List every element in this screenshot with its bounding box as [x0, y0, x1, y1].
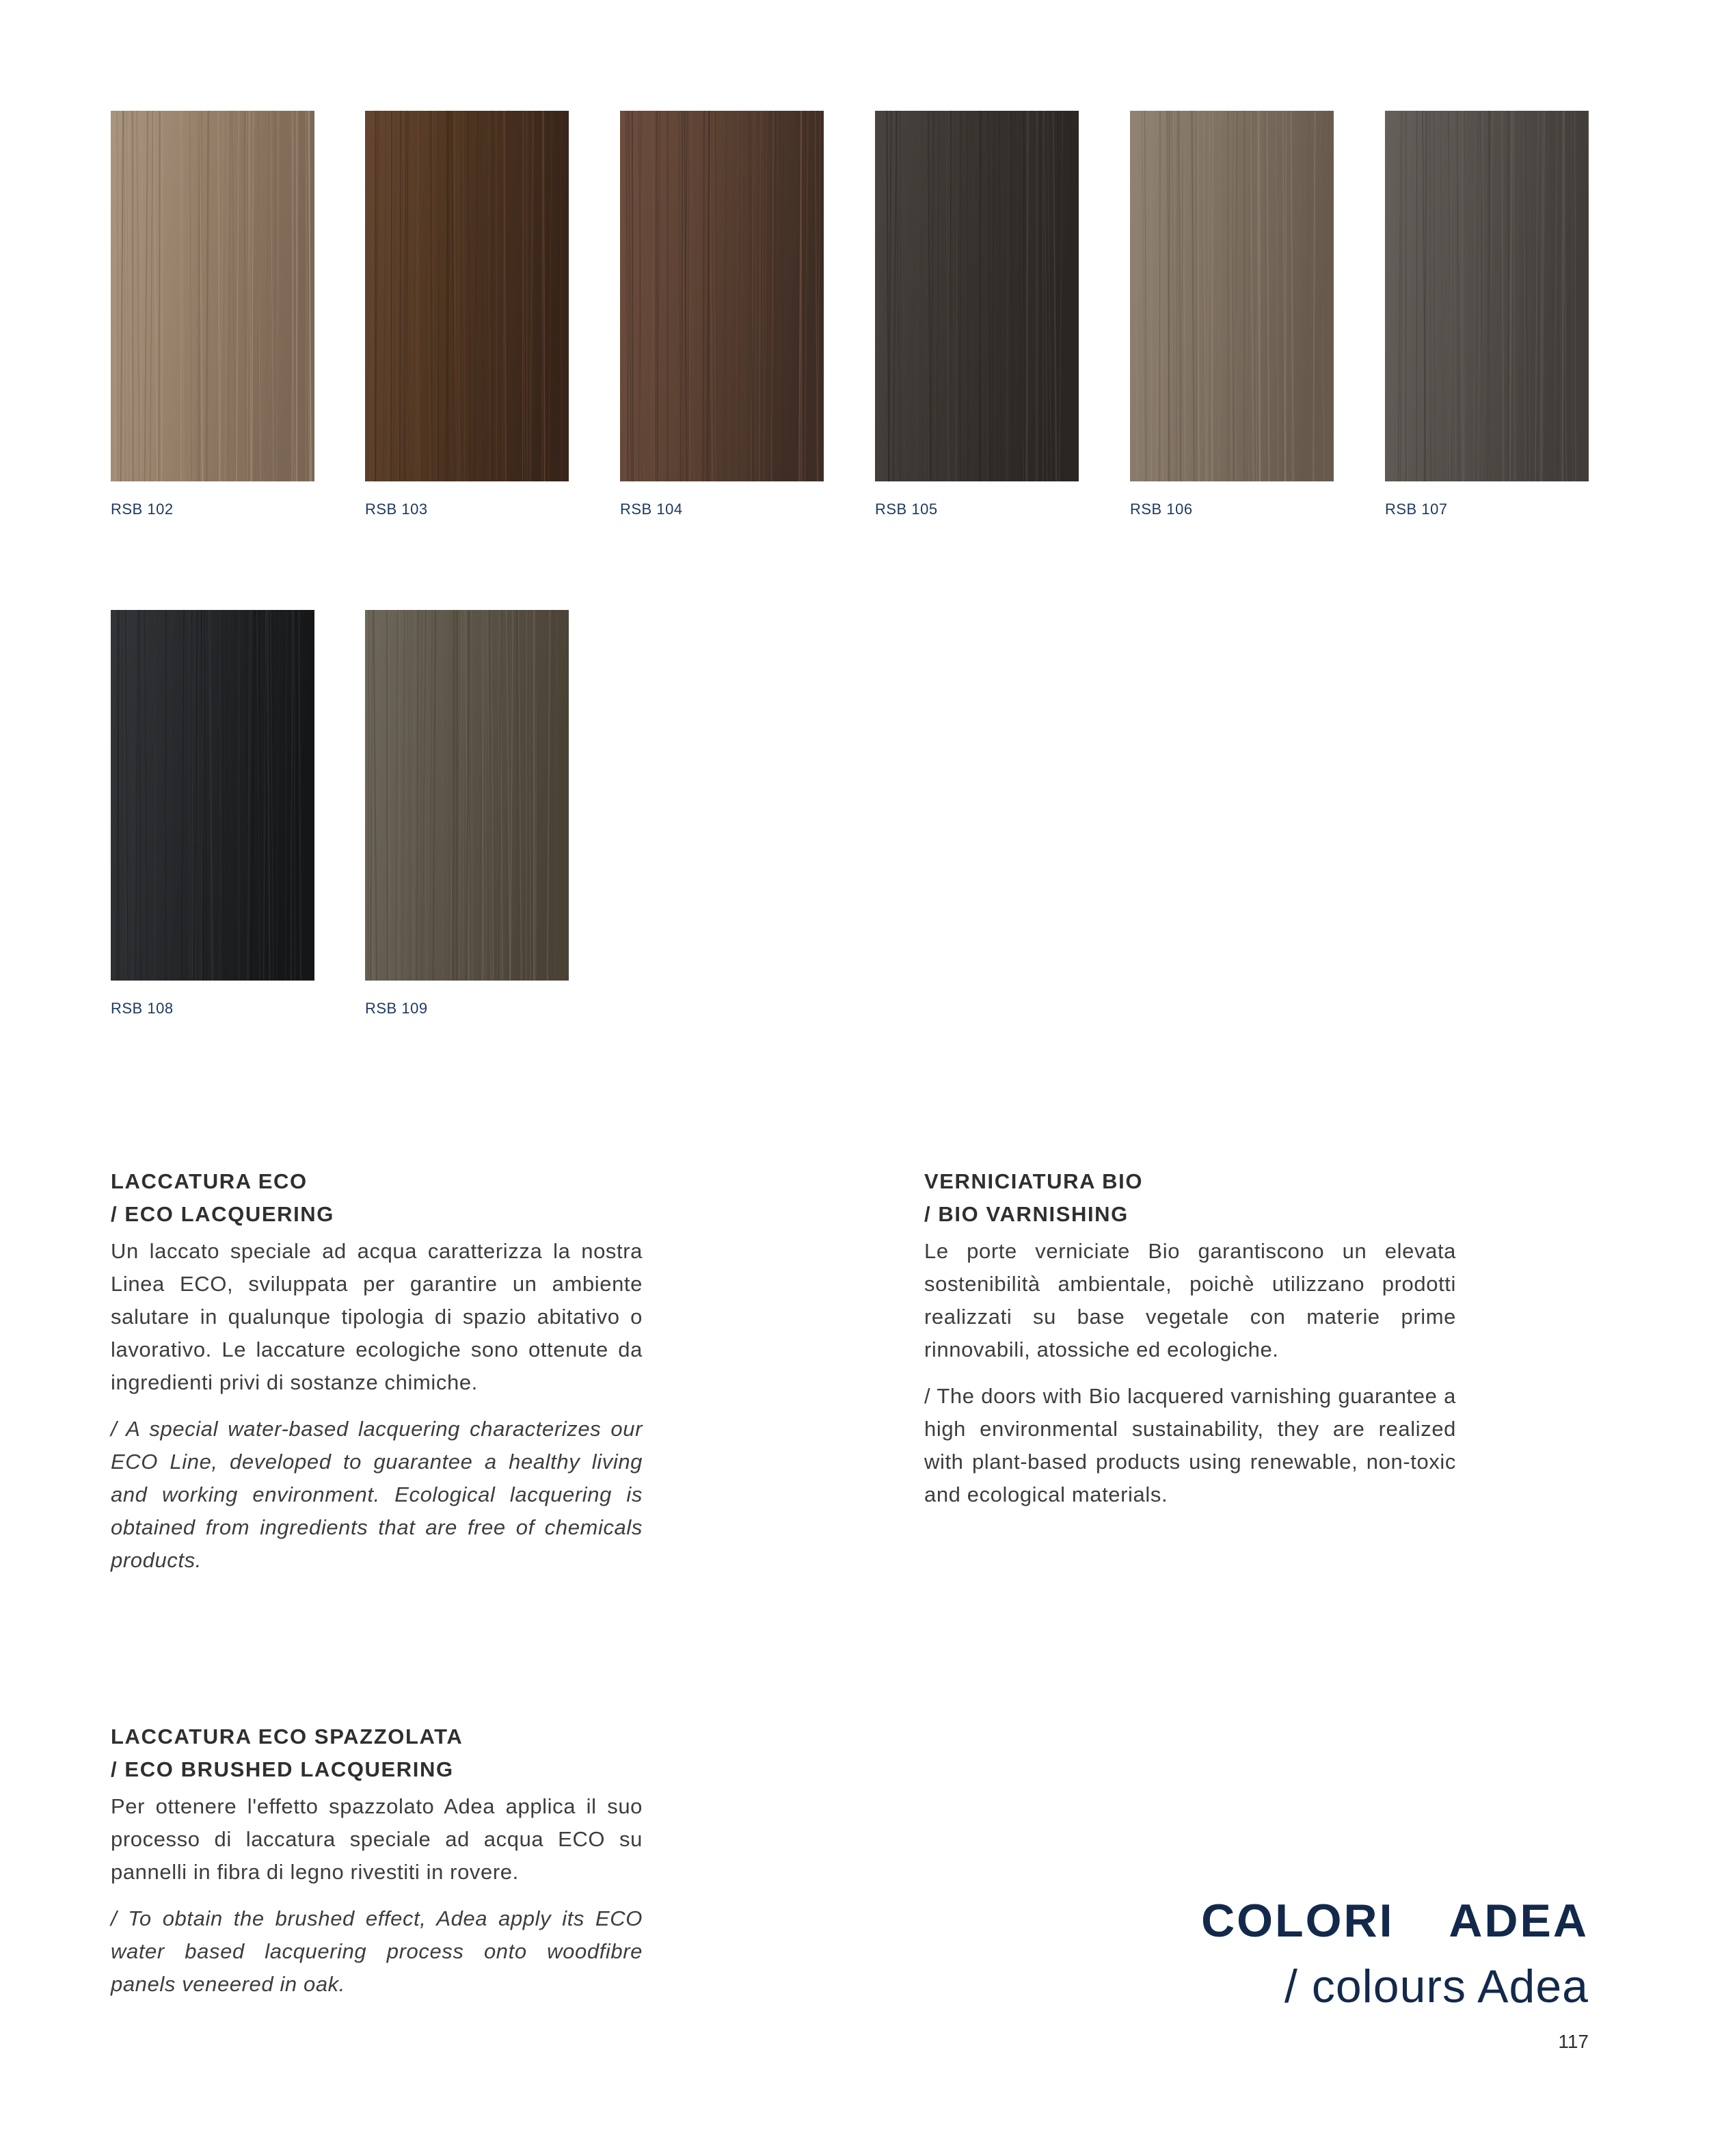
wood-swatch	[365, 610, 569, 981]
section-title-en: / ECO LACQUERING	[111, 1202, 335, 1226]
wood-swatch	[1385, 111, 1589, 481]
wood-swatch	[111, 610, 314, 981]
page-title	[1201, 1894, 1589, 1947]
section-title-en: / ECO BRUSHED LACQUERING	[111, 1757, 454, 1781]
page-title-part1: COLORI	[1201, 1895, 1395, 1947]
wood-swatch	[620, 111, 824, 481]
section-bio-varnishing	[924, 1165, 1456, 1511]
section-text-it: Le porte verniciate Bio garantiscono un elevata sostenibilità ambientale, poichè utilizzano prodotti realizzati su base vegetale con materie prime rinnovabili, atossiche ed ecologiche.	[924, 1239, 1456, 1361]
section-title-it: VERNICIATURA BIO	[924, 1169, 1144, 1193]
section-text-it: Un laccato speciale ad acqua caratterizza la nostra Linea ECO, sviluppata per garantire un ambiente salutare in qualunque tipologia di spazio abitativo o lavorativo. Le laccature ecologiche sono ottenute da ingredienti privi di sostanze chimiche.	[111, 1239, 643, 1394]
wood-swatch	[875, 111, 1079, 481]
swatch-code-label: RSB 107	[1385, 501, 1448, 518]
swatch-code-label: RSB 105	[875, 501, 938, 518]
section-text-en: / A special water-based lacquering characterizes our ECO Line, developed to guarantee a healthy living and working environment. Ecological lacquering is obtained from ingredients that are free of chemicals products.	[111, 1417, 643, 1572]
page-number: 117	[1558, 2031, 1589, 2052]
swatch-code-label: RSB 102	[111, 501, 174, 518]
swatch-code-label: RSB 106	[1130, 501, 1193, 518]
section-title-en: / BIO VARNISHING	[924, 1202, 1129, 1226]
section-text-en: / The doors with Bio lacquered varnishing guarantee a high environmental sustainability, they are realized with plant-based products using renewable, non-toxic and ecological materials.	[924, 1384, 1456, 1506]
swatch-code-label: RSB 109	[365, 1000, 428, 1017]
wood-swatch	[365, 111, 569, 481]
swatch-code-label: RSB 103	[365, 501, 428, 518]
page-subtitle: / colours Adea	[1284, 1960, 1589, 2012]
section-title-it: LACCATURA ECO	[111, 1169, 308, 1193]
section-text-it: Per ottenere l'effetto spazzolato Adea applica il suo processo di laccatura speciale ad acqua ECO su pannelli in fibra di legno rivestiti in rovere.	[111, 1794, 643, 1884]
wood-swatch	[1130, 111, 1334, 481]
swatch-code-label: RSB 104	[620, 501, 683, 518]
section-title-it: LACCATURA ECO SPAZZOLATA	[111, 1725, 463, 1748]
page-title-part2: ADEA	[1449, 1895, 1589, 1947]
section-text-en: / To obtain the brushed effect, Adea apply its ECO water based lacquering process onto woodfibre panels veneered in oak.	[111, 1906, 643, 1996]
section-eco-brushed-lacquering	[111, 1720, 643, 2001]
swatch-code-label: RSB 108	[111, 1000, 174, 1017]
wood-swatch	[111, 111, 314, 481]
section-eco-lacquering	[111, 1165, 643, 1577]
